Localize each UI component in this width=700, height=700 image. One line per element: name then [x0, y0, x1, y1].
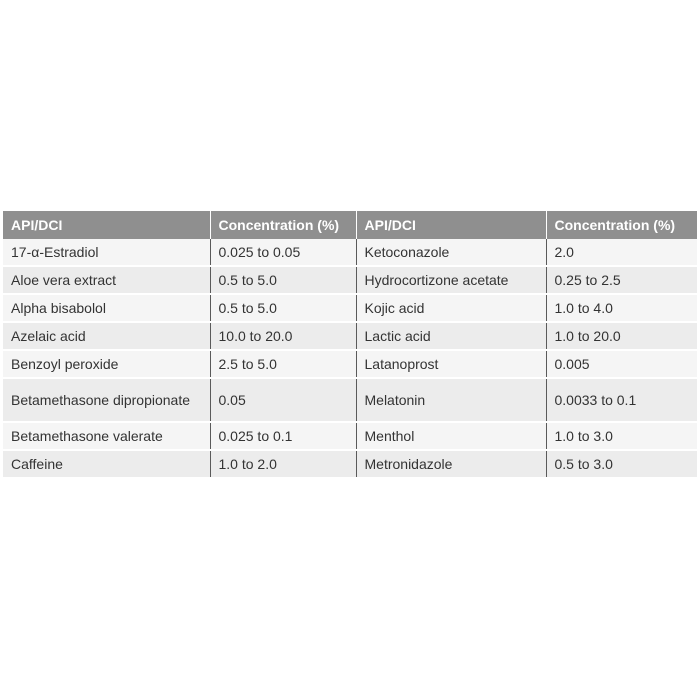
table-row: [3, 422, 697, 450]
table-row: [3, 350, 697, 378]
cell-api-left: Benzoyl peroxide: [3, 350, 210, 378]
cell-concentration-right: 1.0 to 3.0: [546, 422, 697, 450]
cell-concentration-right: 2.0: [546, 239, 697, 266]
table-row: [3, 322, 697, 350]
table-header-row: [3, 211, 697, 239]
cell-api-right: Menthol: [356, 422, 546, 450]
table-row: [3, 239, 697, 266]
cell-concentration-left: 0.5 to 5.0: [210, 294, 356, 322]
cell-api-left: Caffeine: [3, 450, 210, 478]
cell-api-right: Melatonin: [356, 378, 546, 422]
cell-api-left: Azelaic acid: [3, 322, 210, 350]
cell-api-left: 17-α-Estradiol: [3, 239, 210, 266]
cell-concentration-left: 10.0 to 20.0: [210, 322, 356, 350]
concentration-table: [3, 211, 697, 479]
cell-api-right: Hydrocortizone acetate: [356, 266, 546, 294]
table-row: [3, 266, 697, 294]
table-row: [3, 450, 697, 478]
concentration-table-container: [3, 211, 697, 479]
cell-api-left: Aloe vera extract: [3, 266, 210, 294]
table-row: [3, 294, 697, 322]
cell-api-left: Betamethasone valerate: [3, 422, 210, 450]
table-row: [3, 378, 697, 422]
header-concentration-right: Concentration (%): [546, 211, 697, 239]
cell-concentration-left: 0.05: [210, 378, 356, 422]
header-concentration-left: Concentration (%): [210, 211, 356, 239]
cell-concentration-right: 0.25 to 2.5: [546, 266, 697, 294]
cell-concentration-left: 1.0 to 2.0: [210, 450, 356, 478]
cell-api-right: Ketoconazole: [356, 239, 546, 266]
header-api-dci-right: API/DCI: [356, 211, 546, 239]
cell-concentration-right: 1.0 to 4.0: [546, 294, 697, 322]
cell-api-right: Metronidazole: [356, 450, 546, 478]
cell-api-left: Alpha bisabolol: [3, 294, 210, 322]
cell-concentration-left: 2.5 to 5.0: [210, 350, 356, 378]
header-api-dci-left: API/DCI: [3, 211, 210, 239]
cell-concentration-right: 0.0033 to 0.1: [546, 378, 697, 422]
cell-api-right: Lactic acid: [356, 322, 546, 350]
cell-concentration-right: 1.0 to 20.0: [546, 322, 697, 350]
cell-concentration-left: 0.5 to 5.0: [210, 266, 356, 294]
cell-concentration-left: 0.025 to 0.05: [210, 239, 356, 266]
cell-api-right: Latanoprost: [356, 350, 546, 378]
cell-concentration-left: 0.025 to 0.1: [210, 422, 356, 450]
cell-api-right: Kojic acid: [356, 294, 546, 322]
cell-concentration-right: 0.005: [546, 350, 697, 378]
cell-concentration-right: 0.5 to 3.0: [546, 450, 697, 478]
cell-api-left: Betamethasone dipropionate: [3, 378, 210, 422]
